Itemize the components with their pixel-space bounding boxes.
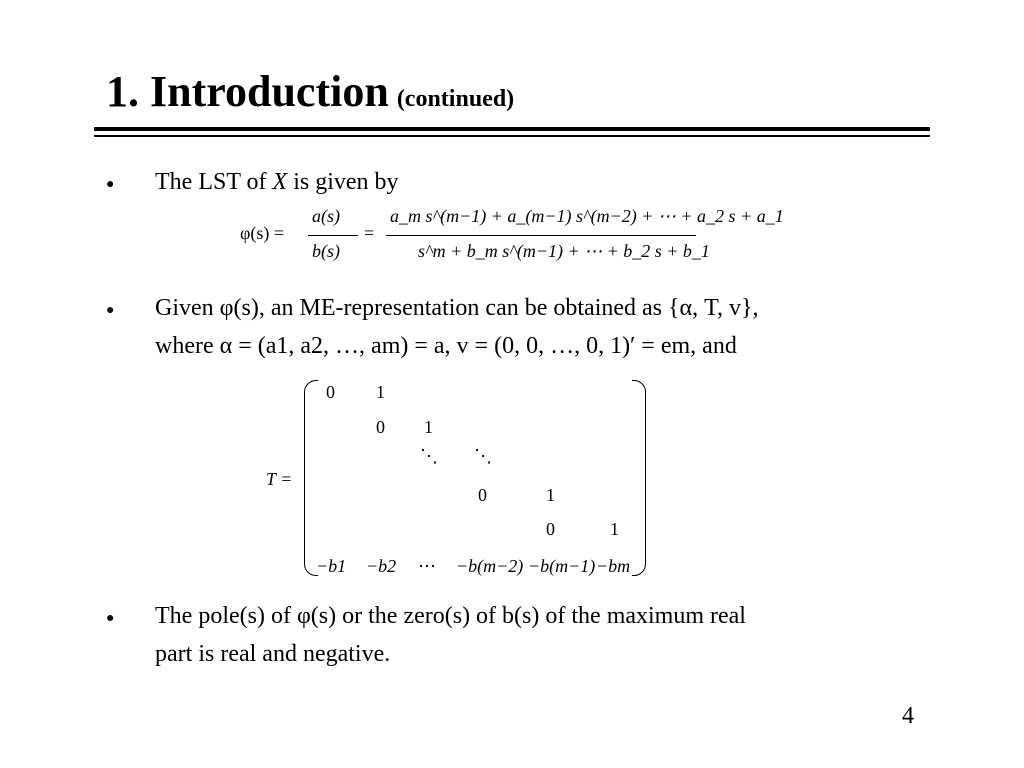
bullet-2-line-1: Given φ(s), an ME-representation can be obtained as {α, T, v}, — [155, 295, 759, 321]
bullet-3-dot: ● — [106, 611, 115, 626]
eq-lhs: φ(s) = — [240, 223, 285, 243]
lst-equation — [240, 200, 784, 270]
matrix-cell: −bm — [596, 556, 631, 576]
title-rule-thick — [94, 127, 930, 131]
page-number: 4 — [902, 703, 914, 729]
title-sub: (continued) — [396, 86, 515, 112]
eq-rhs-fracbar — [386, 235, 696, 236]
matrix-ddots: ⋱ — [474, 446, 492, 466]
eq-rhs-num: a_m s^(m−1) + a_(m−1) s^(m−2) + ⋯ + a_2 s + a_1 — [390, 206, 784, 226]
matrix-left-paren — [304, 380, 318, 576]
matrix-t — [260, 378, 660, 580]
matrix-cell: 0 — [326, 382, 335, 402]
var-x: X — [272, 169, 288, 195]
eq-mid-fracbar — [308, 235, 358, 236]
matrix-cell: 0 — [478, 485, 487, 505]
matrix-ddots: ⋱ — [420, 446, 438, 466]
slide-title — [106, 67, 515, 116]
matrix-cell: −b2 — [366, 556, 397, 576]
title-main: 1. Introduction — [106, 67, 389, 116]
eq-equals: = — [364, 223, 375, 243]
bullet-3-line-2: part is real and negative. — [155, 641, 391, 667]
bullet-2-dot: ● — [106, 303, 115, 318]
matrix-cell: 1 — [610, 519, 619, 539]
eq-mid-num: a(s) — [312, 206, 340, 226]
matrix-cell: 1 — [424, 417, 433, 437]
matrix-cell: −b(m−1) — [528, 556, 596, 576]
matrix-cell: −b1 — [316, 556, 347, 576]
matrix-cell: 0 — [376, 417, 385, 437]
matrix-cell: 1 — [546, 485, 555, 505]
matrix-cell: −b(m−2) — [456, 556, 524, 576]
matrix-cell: ⋯ — [418, 556, 436, 576]
matrix-right-paren — [632, 380, 646, 576]
matrix-cell: 0 — [546, 519, 555, 539]
matrix-lhs: T = — [266, 469, 293, 489]
bullet-2-line-2: where α = (a1, a2, …, am) = a, v = (0, 0, …, 0, 1)′ = em, and — [155, 333, 737, 359]
eq-mid-den: b(s) — [312, 241, 340, 261]
title-rule-thin — [94, 135, 930, 137]
eq-rhs-den: s^m + b_m s^(m−1) + ⋯ + b_2 s + b_1 — [418, 241, 710, 261]
bullet-1-dot: ● — [106, 177, 115, 192]
bullet-3-line-1: The pole(s) of φ(s) or the zero(s) of b(s) of the maximum real — [155, 603, 746, 629]
bullet-1-text: The LST of X is given by — [155, 169, 399, 195]
matrix-cell: 1 — [376, 382, 385, 402]
